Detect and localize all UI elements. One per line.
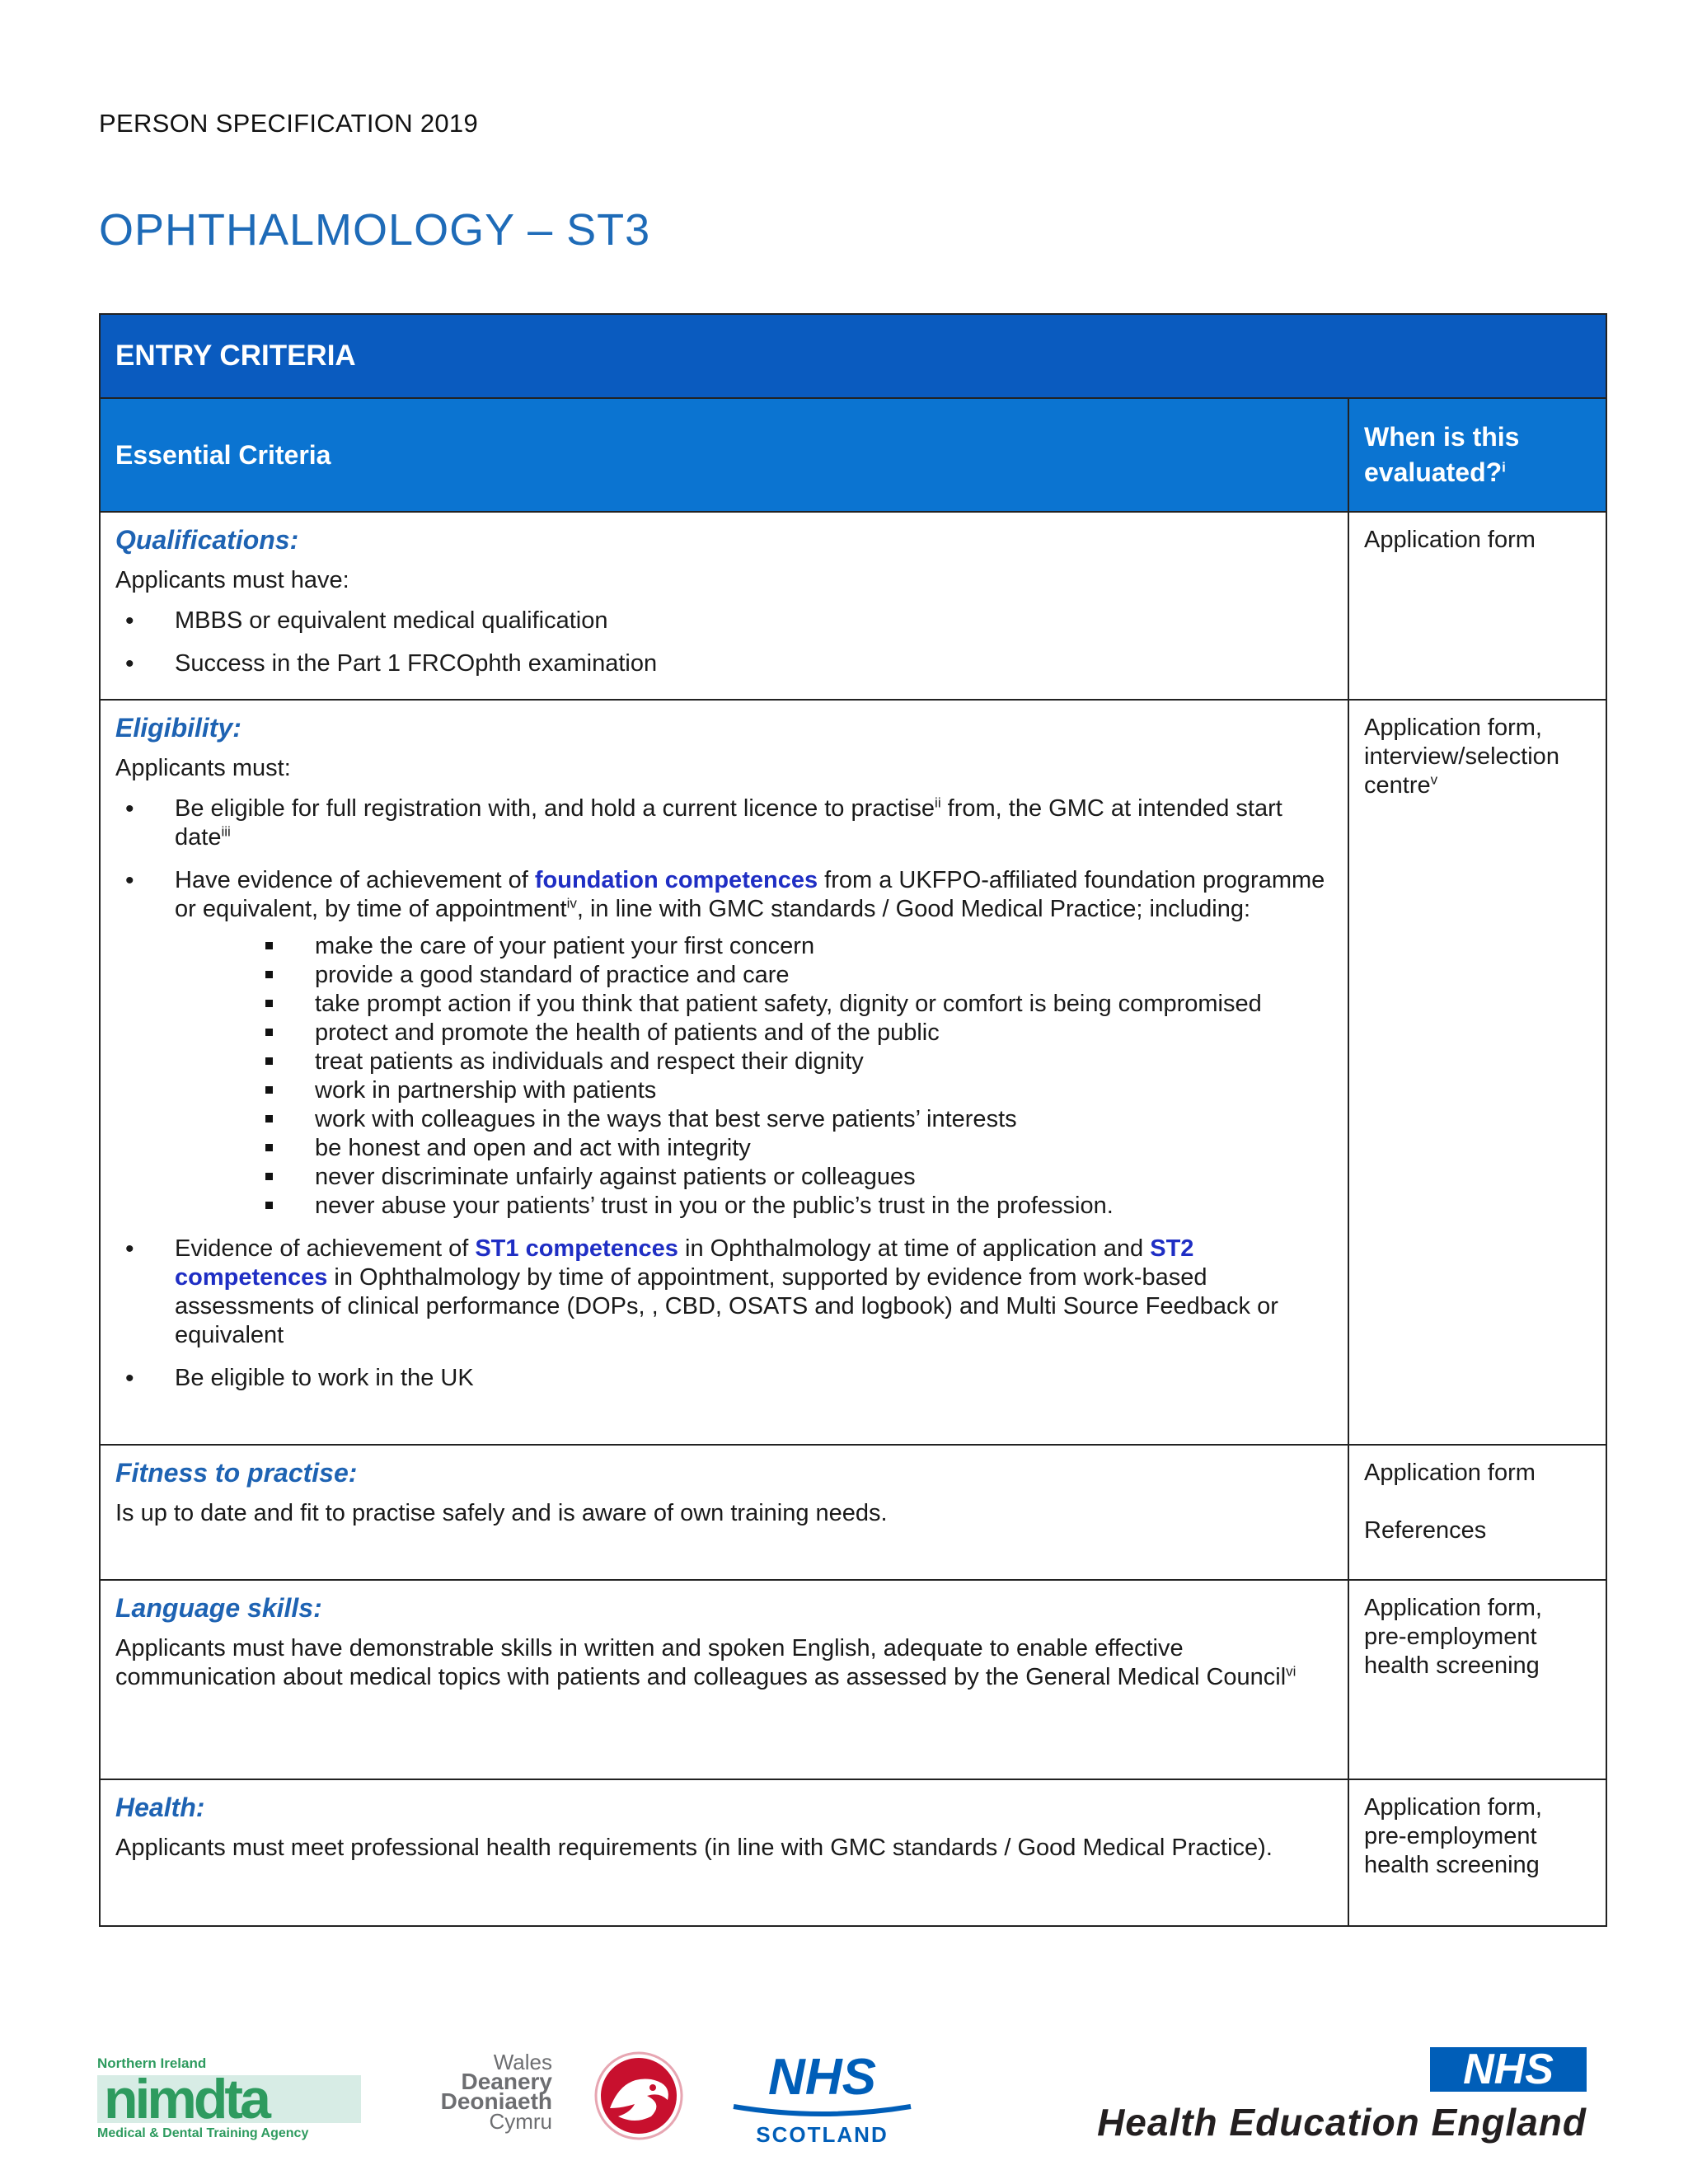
- gmc-standards-list: [175, 932, 1333, 1221]
- footnote-ref[interactable]: v: [1430, 771, 1438, 788]
- nimdta-mark: nimdta: [104, 2068, 268, 2130]
- list-item: make the care of your patient your first concern: [175, 932, 1333, 961]
- list-item: protect and promote the health of patients and of the public: [175, 1019, 1333, 1047]
- eligibility-intro: Applicants must:: [115, 755, 291, 781]
- list-item: • Be eligible for full registration with, and hold a current licence to practise$^{ii}$ from, the GMC at intended start date$^{iii}$: [115, 794, 1333, 852]
- health-cell: [100, 1779, 1348, 1926]
- health-title: Health:: [115, 1793, 205, 1822]
- eligibility-title: Eligibility:: [115, 713, 241, 743]
- footnote-ref[interactable]: ii: [935, 794, 941, 811]
- fitness-row: [100, 1445, 1606, 1580]
- list-item: • Have evidence of achievement of foundation competences from a UKFPO-affiliated foundation programme or equivalent, by time of appointment$^{iv}$, in line with GMC standards / Good Medical Practice; including: make the care of your patient your first concern provide a good standard of practice and care take prompt action if you think that patient safety, dignity or comfort is being compromised protect and promote the health of patients and of the public treat patients as individuals and respect their dignity work in partnership with patients work with colleagues in the ways that best serve patients’ interests be honest and open and act with integrity never discriminate unfairly against patients or colleagues never abuse your patients’ trust in you or the public’s trust in the profession.: [115, 866, 1333, 1221]
- hee-text: Health Education England: [1097, 2101, 1587, 2144]
- language-cell: [100, 1580, 1348, 1779]
- essential-criteria-header: Essential Criteria: [100, 398, 1348, 512]
- fitness-cell: [100, 1445, 1348, 1580]
- health-row: [100, 1779, 1606, 1926]
- when-header-line2: evaluated?: [1364, 457, 1503, 487]
- st2-competences-link[interactable]: ST2 competences: [175, 1235, 1194, 1291]
- qualifications-when: Application form: [1348, 512, 1606, 700]
- nhs-scotland-swoosh-icon: [725, 2103, 919, 2118]
- qualifications-row: [100, 512, 1606, 700]
- language-when: Application form, pre-employment health screening: [1348, 1580, 1606, 1779]
- qualifications-intro: Applicants must have:: [115, 567, 349, 593]
- list-item: be honest and open and act with integrity: [175, 1134, 1333, 1163]
- foundation-competences-link[interactable]: foundation competences: [534, 867, 818, 893]
- nimdta-bottom-text: Medical & Dental Training Agency: [97, 2126, 309, 2140]
- fitness-title: Fitness to practise:: [115, 1458, 358, 1488]
- footnote-ref[interactable]: iii: [221, 823, 231, 840]
- dragon-icon: [577, 2050, 701, 2141]
- fitness-when-1: Application form: [1364, 1460, 1536, 1486]
- eligibility-row: [100, 700, 1606, 1445]
- language-title: Language skills:: [115, 1593, 322, 1623]
- fitness-when: [1348, 1445, 1606, 1580]
- list-item: take prompt action if you think that patient safety, dignity or comfort is being compromised: [175, 990, 1333, 1019]
- when-header-line1: When is this: [1364, 422, 1520, 452]
- scotland-text: SCOTLAND: [756, 2122, 889, 2147]
- list-item: • Be eligible to work in the UK: [115, 1364, 1333, 1393]
- st1-competences-link[interactable]: ST1 competences: [475, 1235, 678, 1262]
- health-when: Application form, pre-employment health screening: [1348, 1779, 1606, 1926]
- nhs-scotland-text: NHS: [768, 2049, 876, 2106]
- health-text: Applicants must meet professional health requirements (in line with GMC standards / Good Medical Practice).: [115, 1835, 1273, 1861]
- header-line: PERSON SPECIFICATION 2019: [99, 109, 478, 138]
- wales-text-2: Deanery: [461, 2069, 552, 2094]
- qualifications-cell: [100, 512, 1348, 700]
- list-item: never abuse your patients’ trust in you or the public’s trust in the profession.: [175, 1192, 1333, 1221]
- entry-criteria-header: ENTRY CRITERIA: [100, 314, 1606, 398]
- qualifications-title: Qualifications:: [115, 525, 299, 555]
- list-item: work in partnership with patients: [175, 1076, 1333, 1105]
- wales-text-3: Deoniaeth: [440, 2088, 552, 2114]
- footnote-ref[interactable]: i: [1502, 459, 1506, 476]
- list-item: provide a good standard of practice and care: [175, 961, 1333, 990]
- when-evaluated-header: [1348, 398, 1606, 512]
- language-row: [100, 1580, 1606, 1779]
- nhs-scotland-logo: [725, 2049, 919, 2147]
- wales-text-4: Cymru: [489, 2109, 552, 2134]
- hee-logo: [940, 2047, 1587, 2146]
- list-item: • MBBS or equivalent medical qualification: [115, 607, 1333, 635]
- footer-logos: [0, 2027, 1688, 2151]
- eligibility-cell: [100, 700, 1348, 1445]
- wales-text-1: Wales: [493, 2050, 552, 2074]
- wales-deanery-logo: [379, 2052, 552, 2143]
- nimdta-top-text: Northern Ireland: [97, 2055, 207, 2071]
- list-item: • Success in the Part 1 FRCOphth examination: [115, 649, 1333, 678]
- list-item: work with colleagues in the ways that best serve patients’ interests: [175, 1105, 1333, 1134]
- nhs-lozenge: NHS: [1430, 2047, 1587, 2092]
- criteria-table: [99, 313, 1607, 1927]
- list-item: • Evidence of achievement of ST1 competences in Ophthalmology at time of application and ST2 competences in Ophthalmology by time of appointment, supported by evidence from work-based assessments of clinical performance (DOPs, , CBD, OSATS and logbook) and Multi Source Feedback or equivalent: [115, 1235, 1333, 1350]
- fitness-text: Is up to date and fit to practise safely and is aware of own training needs.: [115, 1500, 888, 1526]
- footnote-ref[interactable]: iv: [566, 895, 577, 912]
- page-title: OPHTHALMOLOGY – ST3: [99, 205, 651, 255]
- fitness-when-2: References: [1364, 1517, 1487, 1544]
- footnote-ref[interactable]: vi: [1286, 1663, 1296, 1680]
- nimdta-logo: [97, 2055, 361, 2138]
- language-text: Applicants must have demonstrable skills in written and spoken English, adequate to enable effective communication about medical topics with patients and colleagues as assessed by the General Medical Council$^{vi}$: [115, 1635, 1296, 1690]
- list-item: treat patients as individuals and respect their dignity: [175, 1047, 1333, 1076]
- list-item: never discriminate unfairly against patients or colleagues: [175, 1163, 1333, 1192]
- eligibility-when: Application form, interview/selection centre$^v$: [1348, 700, 1606, 1445]
